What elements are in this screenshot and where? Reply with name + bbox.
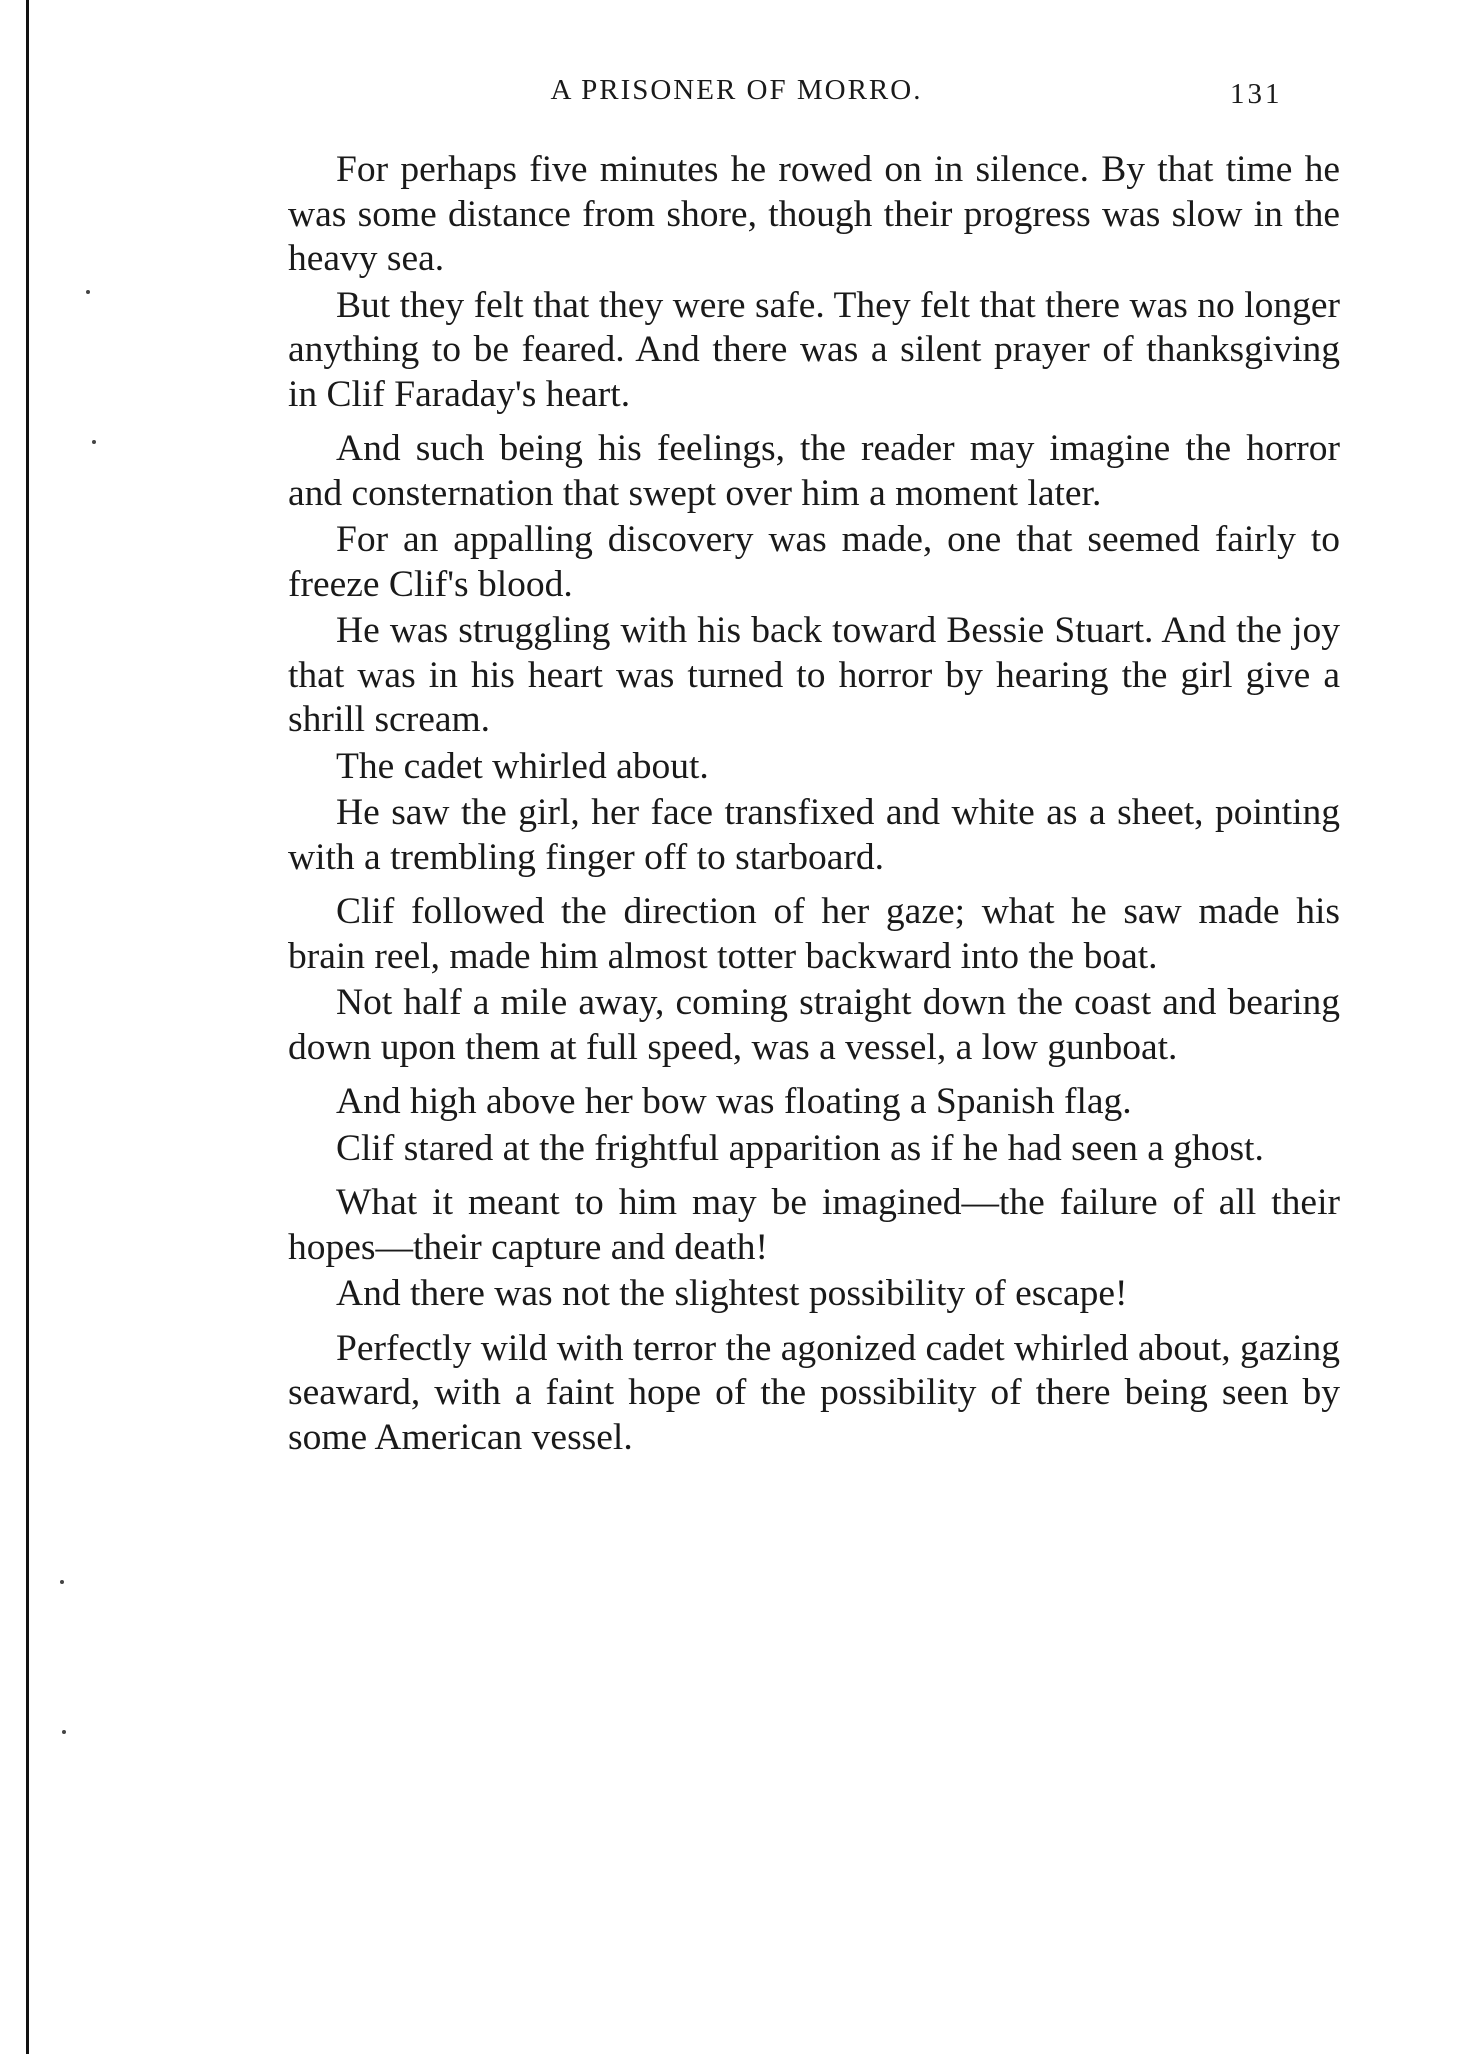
- running-title: A PRISONER OF MORRO.: [550, 74, 923, 106]
- page-body: [288, 148, 1340, 1462]
- paragraph: What it meant to him may be imagined—the failure of all their hopes—their capture and death!: [288, 1182, 1340, 1268]
- paragraph: For perhaps five minutes he rowed on in silence. By that time he was some distance from shore, though their progress was slow in the heavy sea.: [288, 149, 1340, 279]
- ink-speck: [86, 290, 90, 294]
- paragraph: For an appalling discovery was made, one that seemed fairly to freeze Clif's blood.: [288, 519, 1340, 605]
- paragraph: Clif followed the direction of her gaze; what he saw made his brain reel, made him almost totter backward into the boat.: [288, 891, 1340, 977]
- running-head: [0, 68, 1473, 118]
- paragraph: Clif stared at the frightful apparition as if he had seen a ghost.: [336, 1127, 1264, 1169]
- paragraph: But they felt that they were safe. They felt that there was no longer anything to be feared. And there was a silent prayer of thanksgiving in Clif Faraday's heart.: [288, 284, 1340, 415]
- paragraph: He saw the girl, her face transfixed and white as a sheet, pointing with a trembling finger off to starboard.: [288, 792, 1340, 878]
- paragraph: Perfectly wild with terror the agonized cadet whirled about, gazing seaward, with a faint hope of the possibility of there being seen by some American vessel.: [288, 1327, 1340, 1458]
- paragraph: And there was not the slightest possibility of escape!: [336, 1273, 1128, 1314]
- paragraph: And high above her bow was floating a Spanish flag.: [336, 1081, 1132, 1122]
- paragraph: Not half a mile away, coming straight down the coast and bearing down upon them at full speed, was a vessel, a low gunboat.: [288, 982, 1340, 1068]
- paragraph: And such being his feelings, the reader may imagine the horror and consternation that swept over him a moment later.: [288, 428, 1340, 514]
- ink-speck: [60, 1580, 64, 1584]
- page-number: 131: [1230, 78, 1283, 110]
- paragraph: He was struggling with his back toward Bessie Stuart. And the joy that was in his heart was turned to horror by hearing the girl give a shrill scream.: [288, 610, 1340, 740]
- page-binding-edge: [26, 0, 29, 2054]
- ink-speck: [92, 440, 96, 444]
- ink-speck: [62, 1730, 66, 1734]
- paragraph: The cadet whirled about.: [336, 745, 709, 787]
